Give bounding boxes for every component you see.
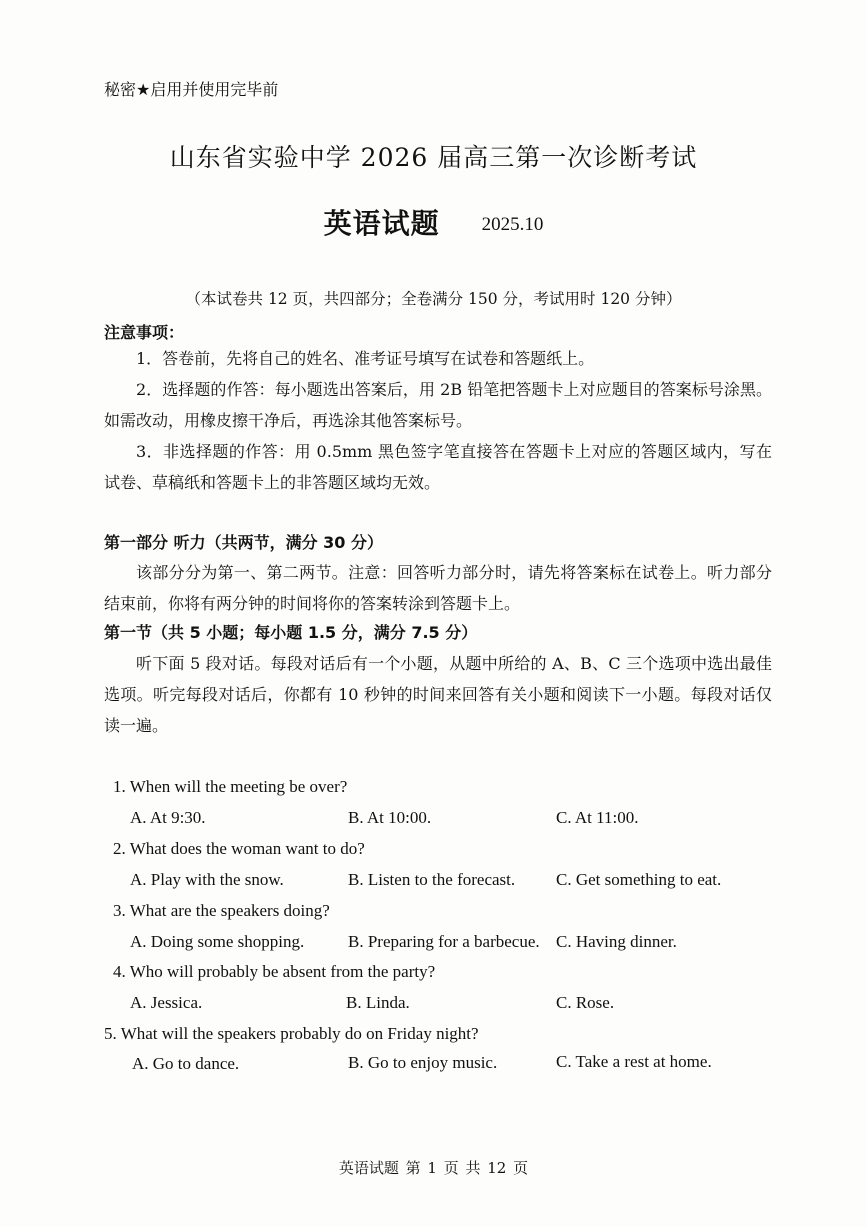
question-1: 1. When will the meeting be over? [113, 777, 348, 796]
confidential-label: 秘密★启用并使用完毕前 [104, 80, 279, 99]
question-2: 2. What does the woman want to do? [113, 839, 365, 858]
section1-heading: 第一节（共 5 小题；每小题 1.5 分，满分 7.5 分） [104, 623, 478, 642]
question-4: 4. Who will probably be absent from the party? [113, 962, 436, 981]
question-3-option-b: B. Preparing for a barbecue. [348, 932, 540, 951]
question-5-option-c: C. Take a rest at home. [556, 1052, 712, 1071]
question-5-option-a: A. Go to dance. [132, 1054, 240, 1073]
question-1-option-a: A. At 9:30. [130, 808, 206, 827]
question-4-option-a: A. Jessica. [130, 993, 203, 1012]
question-4-option-b: B. Linda. [346, 993, 410, 1012]
question-2-option-a: A. Play with the snow. [130, 870, 284, 889]
question-2-option-b: B. Listen to the forecast. [348, 870, 516, 889]
question-3-option-c: C. Having dinner. [556, 932, 677, 951]
exam-date: 2025.10 [481, 214, 544, 235]
question-2-option-c: C. Get something to eat. [556, 870, 722, 889]
question-3: 3. What are the speakers doing? [113, 901, 330, 920]
question-3-option-a: A. Doing some shopping. [130, 932, 305, 951]
question-1-option-b: B. At 10:00. [348, 808, 432, 827]
exam-title: 山东省实验中学 2026 届高三第一次诊断考试 [169, 143, 698, 172]
part1-intro: 该部分分为第一、第二两节。注意：回答听力部分时，请先将答案标在试卷上。听力部分结束前，你将有两分钟的时间将你的答案转涂到答题卡上。 [104, 563, 772, 613]
question-5-option-b: B. Go to enjoy music. [348, 1053, 498, 1072]
subject-title: 英语试题 [323, 207, 440, 240]
subject-row [0, 202, 867, 242]
question-5: 5. What will the speakers probably do on Friday night? [104, 1024, 479, 1043]
notice-item-2: 2．选择题的作答：每小题选出答案后，用 2B 铅笔把答题卡上对应题目的答案标号涂黑。如需改动，用橡皮擦干净后，再选涂其他答案标号。 [104, 380, 772, 430]
notice-heading: 注意事项： [104, 323, 185, 342]
page-footer: 英语试题 第 1 页 共 12 页 [338, 1159, 529, 1177]
part1-heading: 第一部分 听力（共两节，满分 30 分） [104, 533, 383, 552]
notice-item-1: 1．答卷前，先将自己的姓名、准考证号填写在试卷和答题纸上。 [136, 349, 595, 368]
section1-instructions: 听下面 5 段对话。每段对话后有一个小题，从题中所给的 A、B、C 三个选项中选出最佳选项。听完每段对话后，你都有 10 秒钟的时间来回答有关小题和阅读下一小题。每段对话仅读一遍。 [104, 654, 772, 735]
question-4-option-c: C. Rose. [556, 993, 615, 1012]
exam-info: （本试卷共 12 页，共四部分；全卷满分 150 分，考试用时 120 分钟） [185, 290, 682, 308]
notice-item-3: 3．非选择题的作答：用 0.5mm 黑色签字笔直接答在答题卡上对应的答题区域内，写在试卷、草稿纸和答题卡上的非答题区域均无效。 [104, 442, 772, 492]
question-1-option-c: C. At 11:00. [556, 808, 639, 827]
